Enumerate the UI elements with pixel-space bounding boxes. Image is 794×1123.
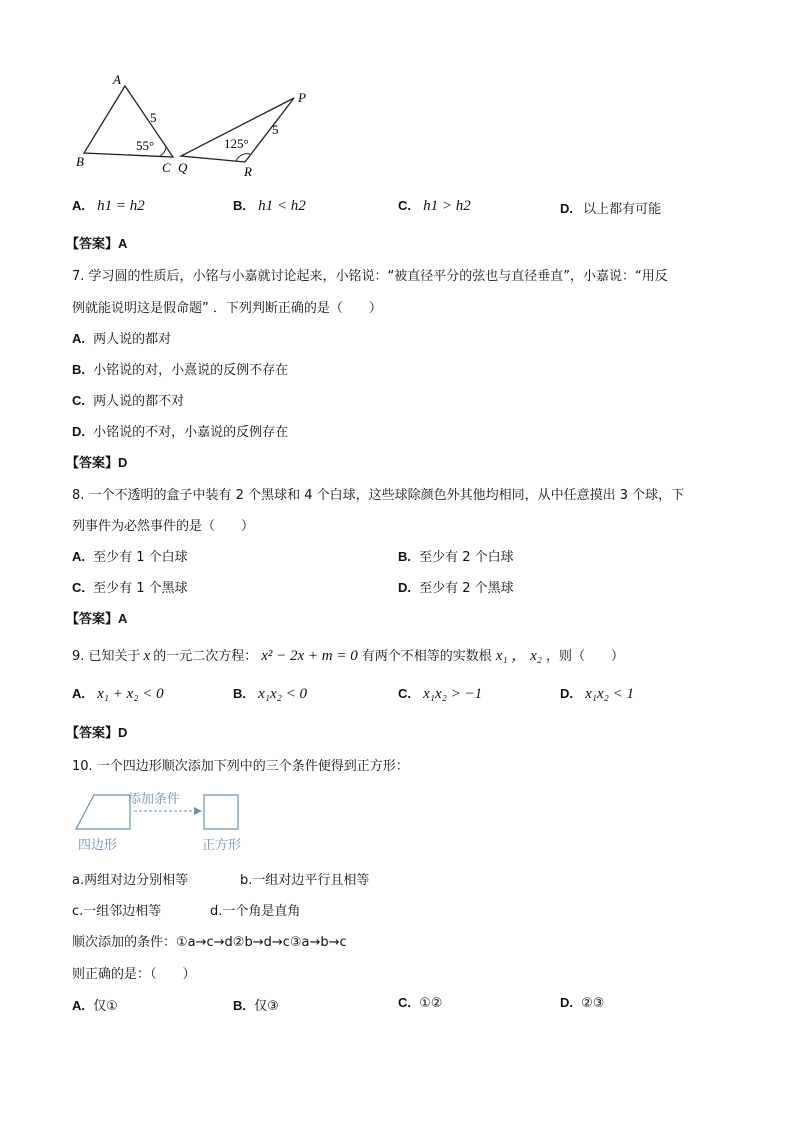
label-q: Q bbox=[178, 160, 188, 175]
q6-triangle-figure bbox=[70, 70, 330, 180]
q7-option-b: B. 小铭说的对，小熹说的反例不存在 bbox=[72, 362, 289, 378]
q6-option-c: C. h1 > h2 bbox=[398, 198, 471, 214]
quadrilateral-label: 四边形 bbox=[78, 837, 118, 852]
q10-sequence: 顺次添加的条件：①a→c→d②b→d→c③a→b→c bbox=[72, 935, 347, 950]
q10-option-d: D. ②③ bbox=[560, 995, 605, 1011]
arrow-head-icon bbox=[194, 807, 202, 815]
q7-question-line1: 7. 学习圆的性质后，小铭与小嘉就讨论起来，小铭说：“被直径平分的弦也与直径垂直”，小嘉说：“用反 bbox=[72, 269, 668, 284]
label-a: A bbox=[113, 72, 121, 87]
q10-question-line1: 10. 一个四边形顺次添加下列中的三个条件便得到正方形： bbox=[72, 759, 409, 774]
q10-condition-b: b.一组对边平行且相等 bbox=[240, 873, 370, 888]
q10-quadrilateral-to-square-figure bbox=[72, 787, 262, 857]
angle-r-label: 125° bbox=[224, 136, 249, 151]
q8-question-line1: 8. 一个不透明的盒子中装有 2 个黑球和 4 个白球，这些球除颜色外其他均相同，从中任意摸出 3 个球，下 bbox=[72, 488, 685, 503]
q9-option-c: C. x₁x₂ > −1 bbox=[398, 686, 483, 702]
q10-condition-a: a.两组对边分别相等 bbox=[72, 873, 189, 888]
q10-option-a: A. 仅① bbox=[72, 998, 118, 1014]
q8-option-d: D. 至少有 2 个黑球 bbox=[398, 580, 514, 596]
q9-option-d: D. x₁x₂ < 1 bbox=[560, 686, 635, 702]
side-ac-label: 5 bbox=[150, 110, 157, 125]
square-shape bbox=[204, 795, 238, 829]
label-c: C bbox=[162, 160, 171, 175]
q10-question-line2: 则正确的是：（ ） bbox=[72, 967, 196, 982]
q8-question-line2: 列事件为必然事件的是（ ） bbox=[72, 519, 255, 534]
q9-question: 9. 已知关于 x 的一元二次方程： x² − 2x + m = 0 有两个不相等的实数根 x₁ ， x₂ ，则（ ） bbox=[72, 648, 625, 664]
q10-option-c: C. ①② bbox=[398, 995, 443, 1011]
q6-answer: 【答案】A bbox=[66, 236, 128, 252]
q7-question-line2: 例就能说明这是假命题” ．下列判断正确的是（ ） bbox=[72, 301, 382, 316]
q9-option-b: B. x₁x₂ < 0 bbox=[233, 686, 308, 702]
angle-c-arc bbox=[160, 146, 166, 156]
label-r: R bbox=[244, 164, 252, 179]
q7-option-d: D. 小铭说的不对，小嘉说的反例存在 bbox=[72, 424, 289, 440]
label-p: P bbox=[298, 90, 306, 105]
quadrilateral-shape bbox=[76, 795, 130, 829]
q9-equation: x² − 2x + m = 0 bbox=[261, 648, 358, 664]
q6-option-b: B. h1 < h2 bbox=[233, 198, 306, 214]
angle-c-label: 55° bbox=[136, 138, 155, 153]
q9-option-a: A. x₁ + x₂ < 0 bbox=[72, 686, 164, 702]
square-label: 正方形 bbox=[202, 837, 242, 852]
arrow-text: 添加条件 bbox=[128, 791, 181, 806]
side-pr-label: 5 bbox=[272, 122, 279, 137]
q9-answer: 【答案】D bbox=[66, 725, 128, 741]
q6-option-a: A. h1 = h2 bbox=[72, 198, 145, 214]
q10-option-b: B. 仅③ bbox=[233, 998, 279, 1014]
q10-condition-c: c.一组邻边相等 bbox=[72, 904, 162, 919]
q10-condition-d: d.一个角是直角 bbox=[210, 904, 301, 919]
q8-option-b: B. 至少有 2 个白球 bbox=[398, 549, 514, 565]
q8-option-a: A. 至少有 1 个白球 bbox=[72, 549, 188, 565]
q8-option-c: C. 至少有 1 个黑球 bbox=[72, 580, 188, 596]
q7-option-c: C. 两人说的都不对 bbox=[72, 393, 185, 409]
q9-roots: x₁ ， x₂ bbox=[495, 648, 543, 664]
triangle-abc bbox=[84, 86, 173, 157]
q6-option-d: D. 以上都有可能 bbox=[560, 201, 662, 217]
q7-answer: 【答案】D bbox=[66, 455, 128, 471]
label-b: B bbox=[76, 154, 84, 169]
q7-option-a: A. 两人说的都对 bbox=[72, 331, 172, 347]
q8-answer: 【答案】A bbox=[66, 611, 128, 627]
